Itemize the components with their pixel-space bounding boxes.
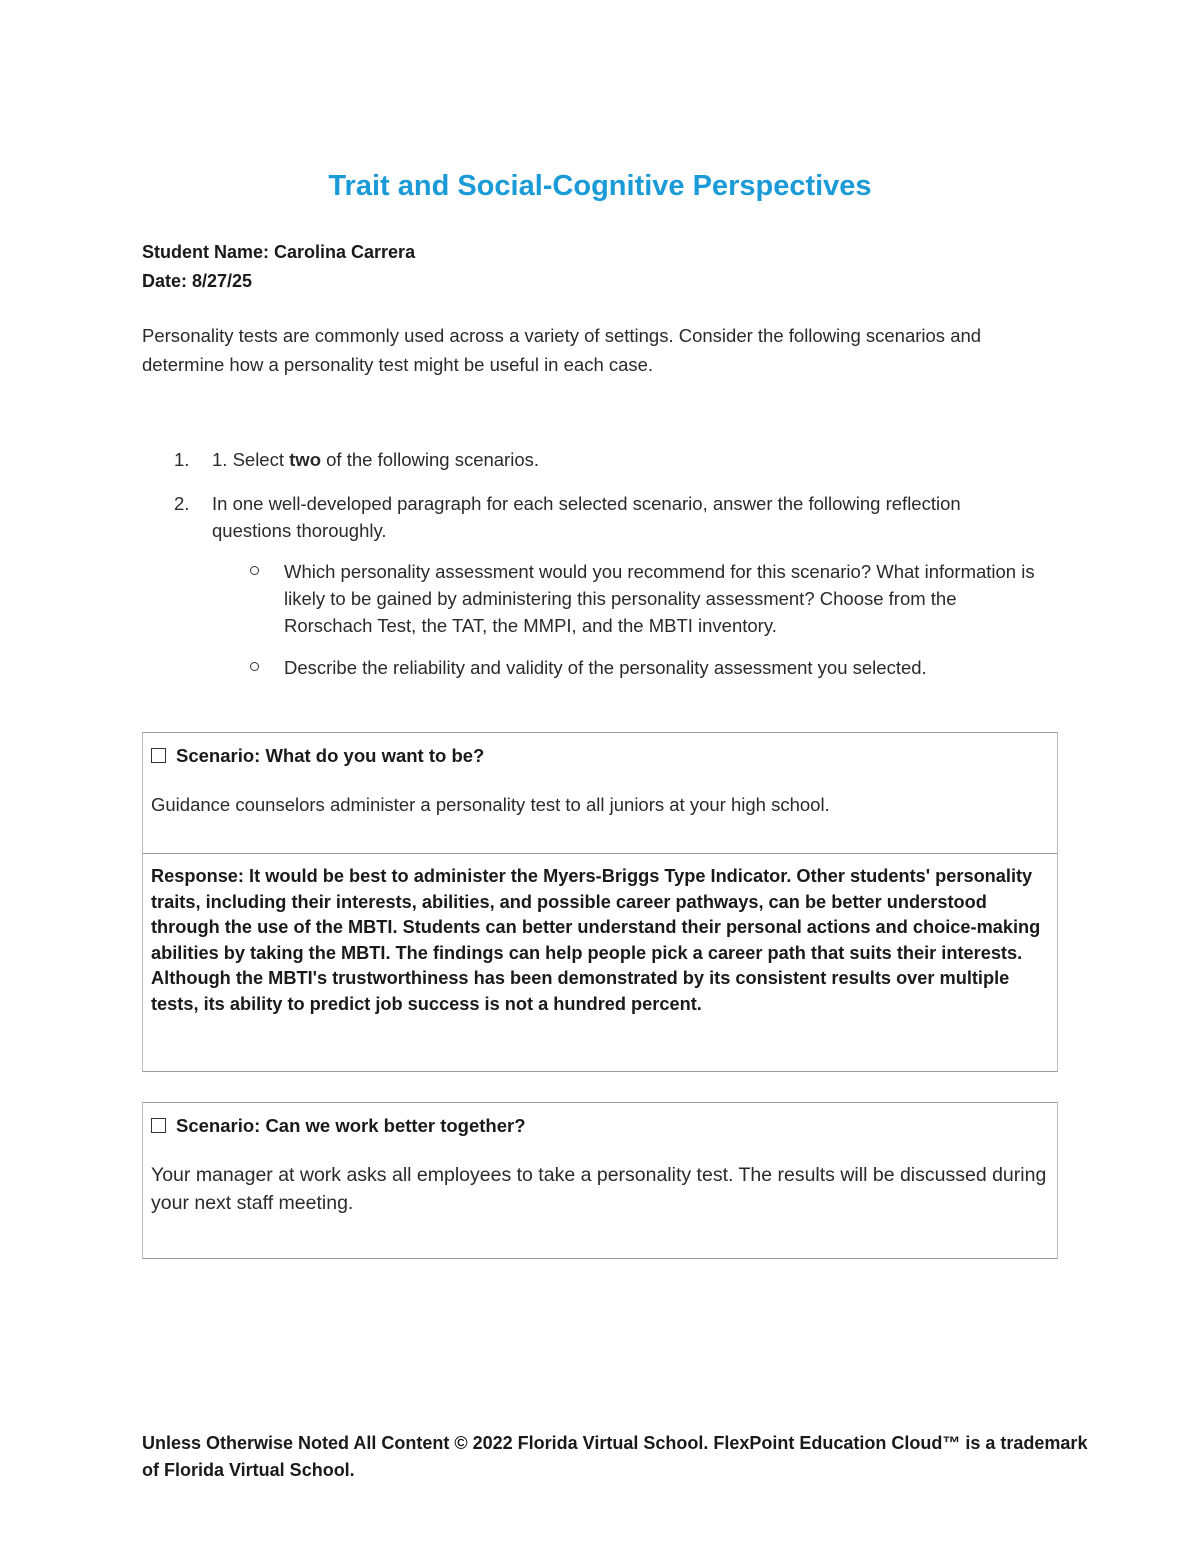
scenario-description: Guidance counselors administer a personality test to all juniors at your high school. — [151, 794, 830, 815]
page-title: Trait and Social-Cognitive Perspectives — [328, 170, 872, 202]
step-number: 2. — [174, 493, 190, 514]
step-text: In one well-developed paragraph for each selected scenario, answer the following reflection questions thoroughly. — [212, 493, 961, 541]
instruction-step-2 — [142, 490, 1042, 681]
scenario-box-2 — [142, 1102, 1058, 1259]
checkbox-icon[interactable] — [151, 1118, 166, 1133]
step-text-prefix: 1. Select — [212, 449, 290, 470]
scenario-prompt-cell — [143, 733, 1057, 853]
scenario-heading — [151, 1113, 1049, 1139]
scenario-heading — [151, 743, 1049, 769]
intro-paragraph: Personality tests are commonly used across a variety of settings. Consider the following scenarios and determine how a personality test might be useful in each case. — [142, 325, 982, 375]
circle-bullet-icon — [250, 566, 259, 575]
student-name: Student Name: Carolina Carrera — [142, 242, 416, 262]
scenario-heading-text: Scenario: What do you want to be? — [176, 745, 485, 766]
instruction-list — [142, 446, 1042, 698]
scenario-box-1 — [142, 732, 1058, 1072]
instruction-step-1 — [142, 446, 1042, 473]
reflection-question-text: Which personality assessment would you recommend for this scenario? What information is likely to be gained by administering this personality assessment? Choose from the Rorschach Test, the TAT, the MMPI, and the MBTI inventory. — [284, 561, 1035, 636]
reflection-question — [212, 558, 1042, 639]
date: Date: 8/27/25 — [142, 271, 253, 291]
reflection-questions — [212, 558, 1042, 681]
response-cell[interactable] — [143, 853, 1057, 1017]
copyright-footer: Unless Otherwise Noted All Content © 2022 Florida Virtual School. FlexPoint Education Cloud™ is a trademark of Florida Virtual School. — [142, 1433, 1088, 1480]
step-text-suffix: of the following scenarios. — [321, 449, 540, 470]
scenario-prompt-cell — [143, 1103, 1057, 1217]
response-text[interactable]: Response: It would be best to administer the Myers-Briggs Type Indicator. Other students' personality traits, including their interests, abilities, and possible career pathways, can be better understood through the use of the MBTI. Students can better understand their personal actions and choice-making abilities by taking the MBTI. The findings can help people pick a career path that suits their interests. Although the MBTI's trustworthiness has been demonstrated by its consistent results over multiple tests, its ability to predict job success is not a hundred percent. — [151, 866, 1041, 1014]
checkbox-icon[interactable] — [151, 748, 166, 763]
reflection-question-text: Describe the reliability and validity of the personality assessment you selected. — [284, 657, 927, 678]
reflection-question — [212, 654, 1042, 681]
step-number: 1. — [174, 449, 190, 470]
circle-bullet-icon — [250, 662, 259, 671]
step-text-emphasis: two — [289, 449, 321, 470]
scenario-description: Your manager at work asks all employees to take a personality test. The results will be discussed during your next staff meeting. — [151, 1164, 1047, 1214]
scenario-heading-text: Scenario: Can we work better together? — [176, 1115, 526, 1136]
